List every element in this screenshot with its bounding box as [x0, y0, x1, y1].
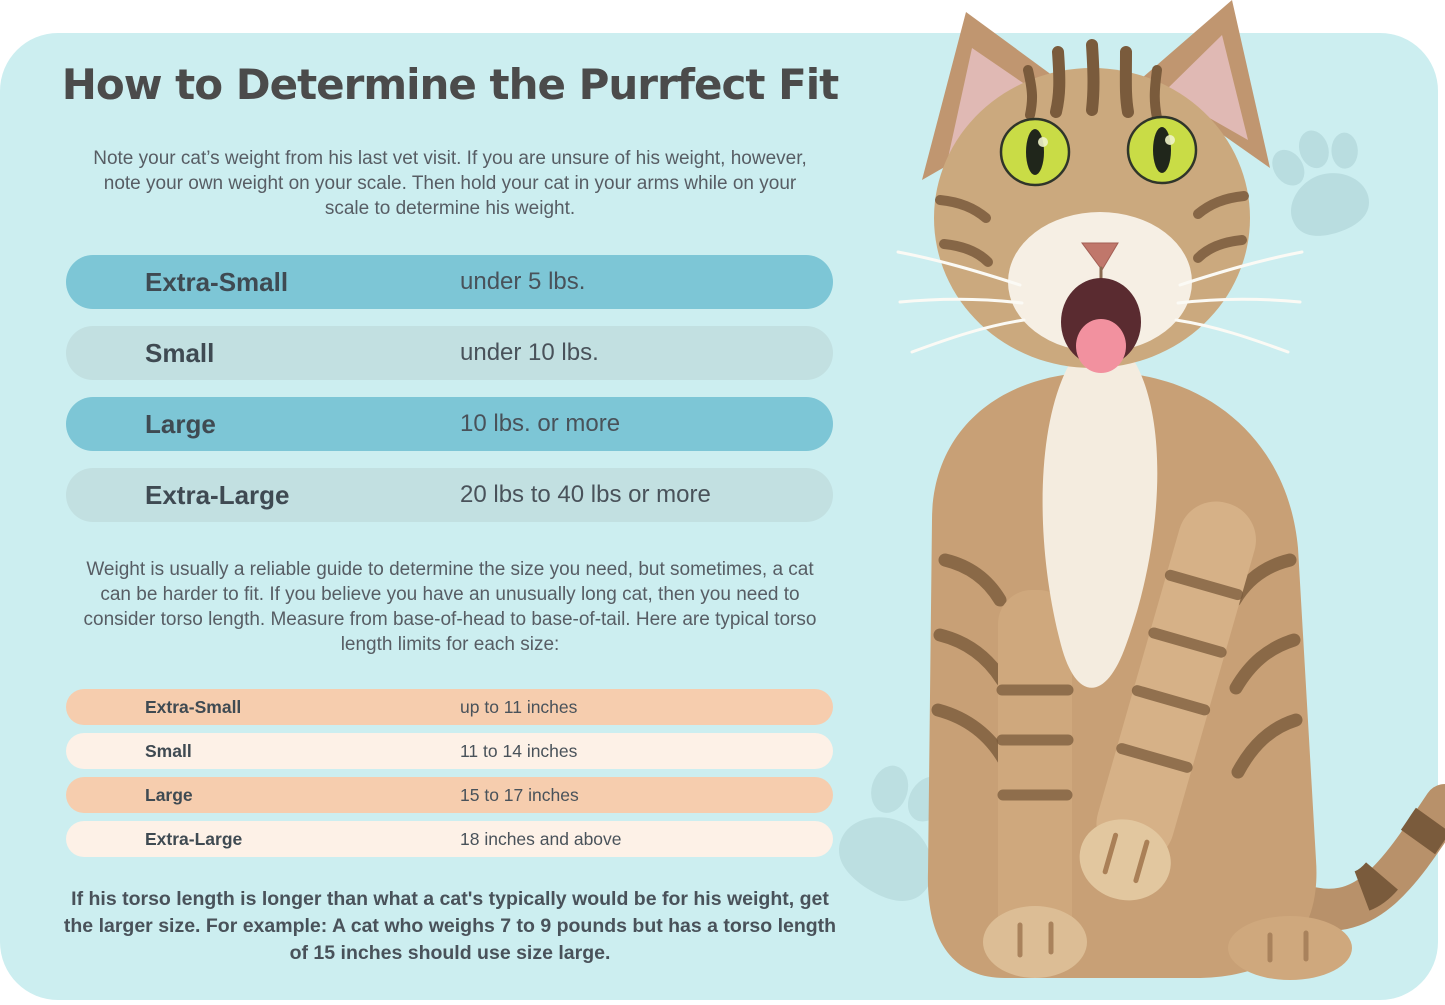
size-value: up to 11 inches	[460, 696, 578, 717]
table-row	[66, 397, 833, 451]
fit-tip-paragraph	[35, 886, 865, 967]
size-value: 20 lbs to 40 lbs or more	[460, 481, 711, 508]
intro-paragraph	[35, 146, 865, 221]
size-value: 18 inches and above	[460, 828, 622, 849]
size-label: Extra-Small	[145, 266, 289, 297]
size-label: Small	[145, 337, 215, 368]
table-row	[66, 821, 833, 857]
torso-note-line: consider torso length. Measure from base-of-head to base-of-tail. Here are typical torso	[83, 609, 817, 630]
table-row	[66, 468, 833, 522]
fit-tip-line: of 15 inches should use size large.	[289, 942, 611, 964]
weight-size-table	[66, 255, 833, 539]
size-label: Extra-Large	[145, 479, 290, 510]
size-value: 15 to 17 inches	[460, 784, 579, 805]
cat-head	[898, 0, 1302, 373]
size-value: 11 to 14 inches	[460, 740, 578, 761]
cat-body	[928, 330, 1352, 980]
cat-photo	[870, 0, 1445, 1005]
size-label: Large	[145, 408, 216, 439]
table-row	[66, 255, 833, 309]
table-row	[66, 689, 833, 725]
fit-tip-line: the larger size. For example: A cat who weighs 7 to 9 pounds but has a torso length	[63, 915, 837, 937]
size-label: Extra-Large	[145, 828, 243, 849]
table-row	[66, 733, 833, 769]
torso-note-line: can be harder to fit. If you believe you have an unusually long cat, then you need to	[100, 584, 800, 605]
size-value: under 10 lbs.	[460, 339, 599, 366]
torso-note-paragraph	[35, 557, 865, 657]
size-label: Extra-Small	[145, 696, 242, 717]
cat-tail	[1300, 805, 1445, 910]
torso-note-line: length limits for each size:	[340, 634, 560, 655]
torso-note-line: Weight is usually a reliable guide to determine the size you need, but sometimes, a cat	[86, 559, 814, 580]
page-title: How to Determine the Purrfect Fit	[61, 60, 839, 109]
intro-line: Note your cat’s weight from his last vet visit. If you are unsure of his weight, however,	[93, 148, 807, 169]
table-row	[66, 326, 833, 380]
size-label: Small	[145, 740, 192, 761]
intro-line: scale to determine his weight.	[324, 198, 576, 219]
size-value: under 5 lbs.	[460, 268, 586, 295]
intro-line: note your own weight on your scale. Then hold your cat in your arms while on your	[103, 173, 797, 194]
size-label: Large	[145, 784, 193, 805]
torso-length-table	[66, 689, 833, 865]
fit-tip-line: If his torso length is longer than what a cat's typically would be for his weight, get	[71, 888, 829, 910]
table-row	[66, 777, 833, 813]
size-value: 10 lbs. or more	[460, 410, 621, 437]
